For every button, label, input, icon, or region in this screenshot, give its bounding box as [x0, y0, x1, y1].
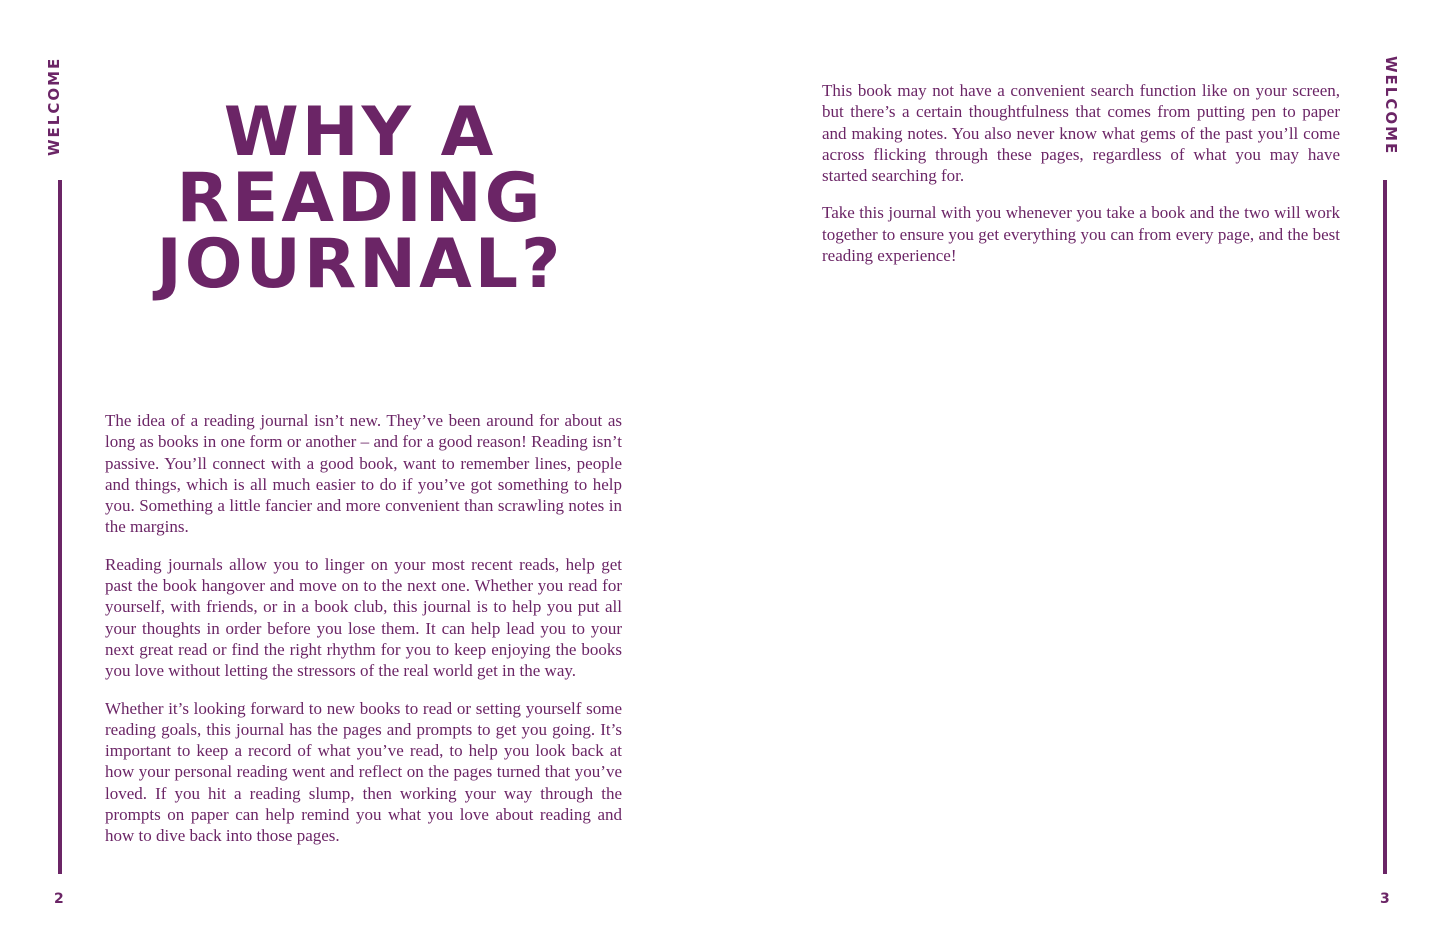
page-headline: [150, 93, 570, 304]
right-body-text: [822, 80, 1340, 282]
side-rule-right: [1383, 180, 1387, 874]
left-paragraph-3: Whether it’s looking forward to new books to read or setting yourself some reading goals, this journal has the pages and prompts to get you going. It’s important to keep a record of what you’ve read, to help you look back at how your personal reading went and reflect on the pages turned that you’ve loved. If you hit a reading slump, then working your way through the prompts on paper can help remind you what you love about reading and how to dive back into those pages.: [105, 698, 622, 846]
section-tab-right: WELCOME: [1382, 56, 1400, 156]
right-paragraph-1: This book may not have a convenient search function like on your screen, but there’s a certain thoughtfulness that comes from putting pen to paper and making notes. You also never know what gems of the past you’ll come across flicking through these pages, regardless of what you may have started searching for.: [822, 81, 1340, 186]
headline-line-3: JOURNAL?: [156, 225, 564, 304]
section-tab-left: WELCOME: [45, 56, 63, 156]
left-paragraph-2: Reading journals allow you to linger on your most recent reads, help get past the book hangover and move on to the next one. Whether you read for yourself, with friends, or in a book club, this journal is to help you put all your thoughts in order before you lose them. It can help lead you to your next great read or find the right rhythm for you to keep enjoying the books you love without letting the stressors of the real world get in the way.: [105, 554, 622, 681]
left-paragraph-1: The idea of a reading journal isn’t new. They’ve been around for about as long as books in one form or another – and for a good reason! Reading isn’t passive. You’ll connect with a good book, want to remember lines, people and things, which is all much easier to do if you’ve got something to help you. Something a little fancier and more convenient than scrawling notes in the margins.: [105, 411, 622, 537]
headline-line-2: READING: [176, 159, 544, 238]
left-body-text: [105, 410, 622, 863]
page-number-left: 2: [54, 891, 64, 907]
right-paragraph-2: Take this journal with you whenever you take a book and the two will work together to ensure you get everything you can from every page, and the best reading experience!: [822, 203, 1340, 266]
side-rule-left: [58, 180, 62, 874]
headline-line-1: WHY A: [223, 93, 497, 172]
page-number-right: 3: [1380, 891, 1390, 907]
